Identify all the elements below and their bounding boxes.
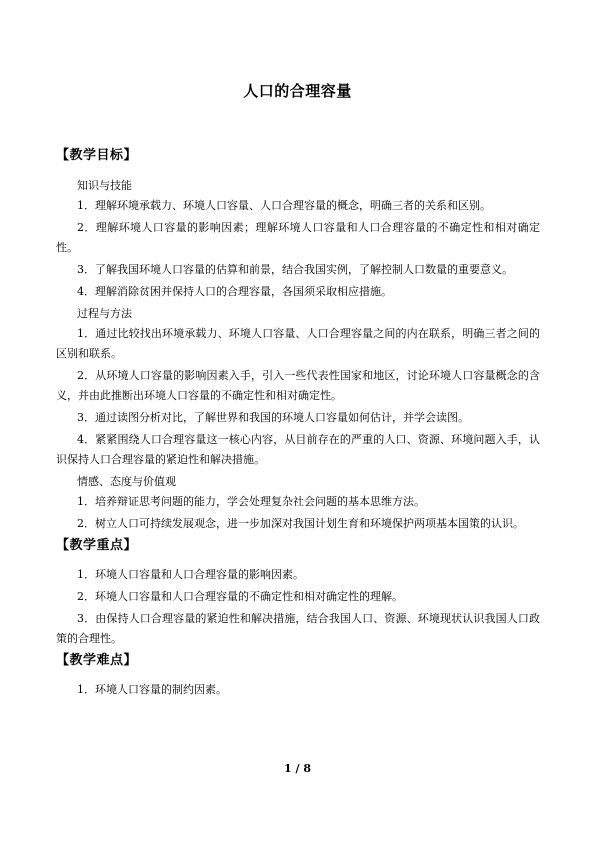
paragraph: 2．理解环境人口容量的影响因素；理解环境人口容量和人口合理容量的不确定性和相对确定性。	[56, 221, 540, 254]
paragraph: 1．理解环境承载力、环境人口容量、人口合理容量的概念，明确三者的关系和区别。	[77, 199, 491, 212]
paragraph: 1．培养辩证思考问题的能力，学会处理复杂社会问题的基本思维方法。	[77, 495, 425, 508]
subheading-process: 过程与方法	[77, 307, 132, 320]
section-heading-difficult-points: 【教学难点】	[56, 653, 138, 668]
paragraph: 1．环境人口容量和人口合理容量的影响因素。	[77, 568, 304, 581]
paragraph: 3．由保持人口合理容量的紧迫性和解决措施，结合我国人口、资源、环境现状认识我国人口政策的合理性。	[56, 612, 540, 645]
paragraph: 2．从环境人口容量的影响因素入手，引入一些代表性国家和地区，讨论环境人口容量概念的含义，并由此推断出环境人口容量的不确定性和相对确定性。	[56, 369, 540, 402]
paragraph: 1．通过比较找出环境承载力、环境人口容量、人口合理容量之间的内在联系，明确三者之间的区别和联系。	[56, 327, 540, 360]
paragraph: 1．环境人口容量的制约因素。	[77, 683, 227, 696]
paragraph: 3．通过读图分析对比，了解世界和我国的环境人口容量如何估计，并学会读图。	[77, 411, 469, 424]
document-body	[56, 146, 540, 702]
section-heading-objectives: 【教学目标】	[56, 148, 138, 163]
paragraph: 4．理解消除贫困并保持人口的合理容量，各国须采取相应措施。	[77, 285, 392, 298]
subheading-knowledge: 知识与技能	[77, 179, 132, 192]
paragraph: 2．环境人口容量和人口合理容量的不确定性和相对确定性的理解。	[77, 590, 403, 603]
paragraph: 4．紧紧围绕人口合理容量这一核心内容，从目前存在的严重的人口、资源、环境问题入手，认识保持人口合理容量的紧迫性和解决措施。	[56, 433, 540, 466]
section-heading-key-points: 【教学重点】	[56, 538, 138, 553]
paragraph: 3．了解我国环境人口容量的估算和前景，结合我国实例，了解控制人口数量的重要意义。	[77, 263, 513, 276]
paragraph: 2．树立人口可持续发展观念，进一步加深对我国计划生育和环境保护两项基本国策的认识。	[77, 517, 524, 530]
page-number: 1 / 8	[284, 762, 311, 775]
document-title: 人口的合理容量	[243, 82, 352, 100]
subheading-values: 情感、态度与价值观	[77, 475, 176, 488]
